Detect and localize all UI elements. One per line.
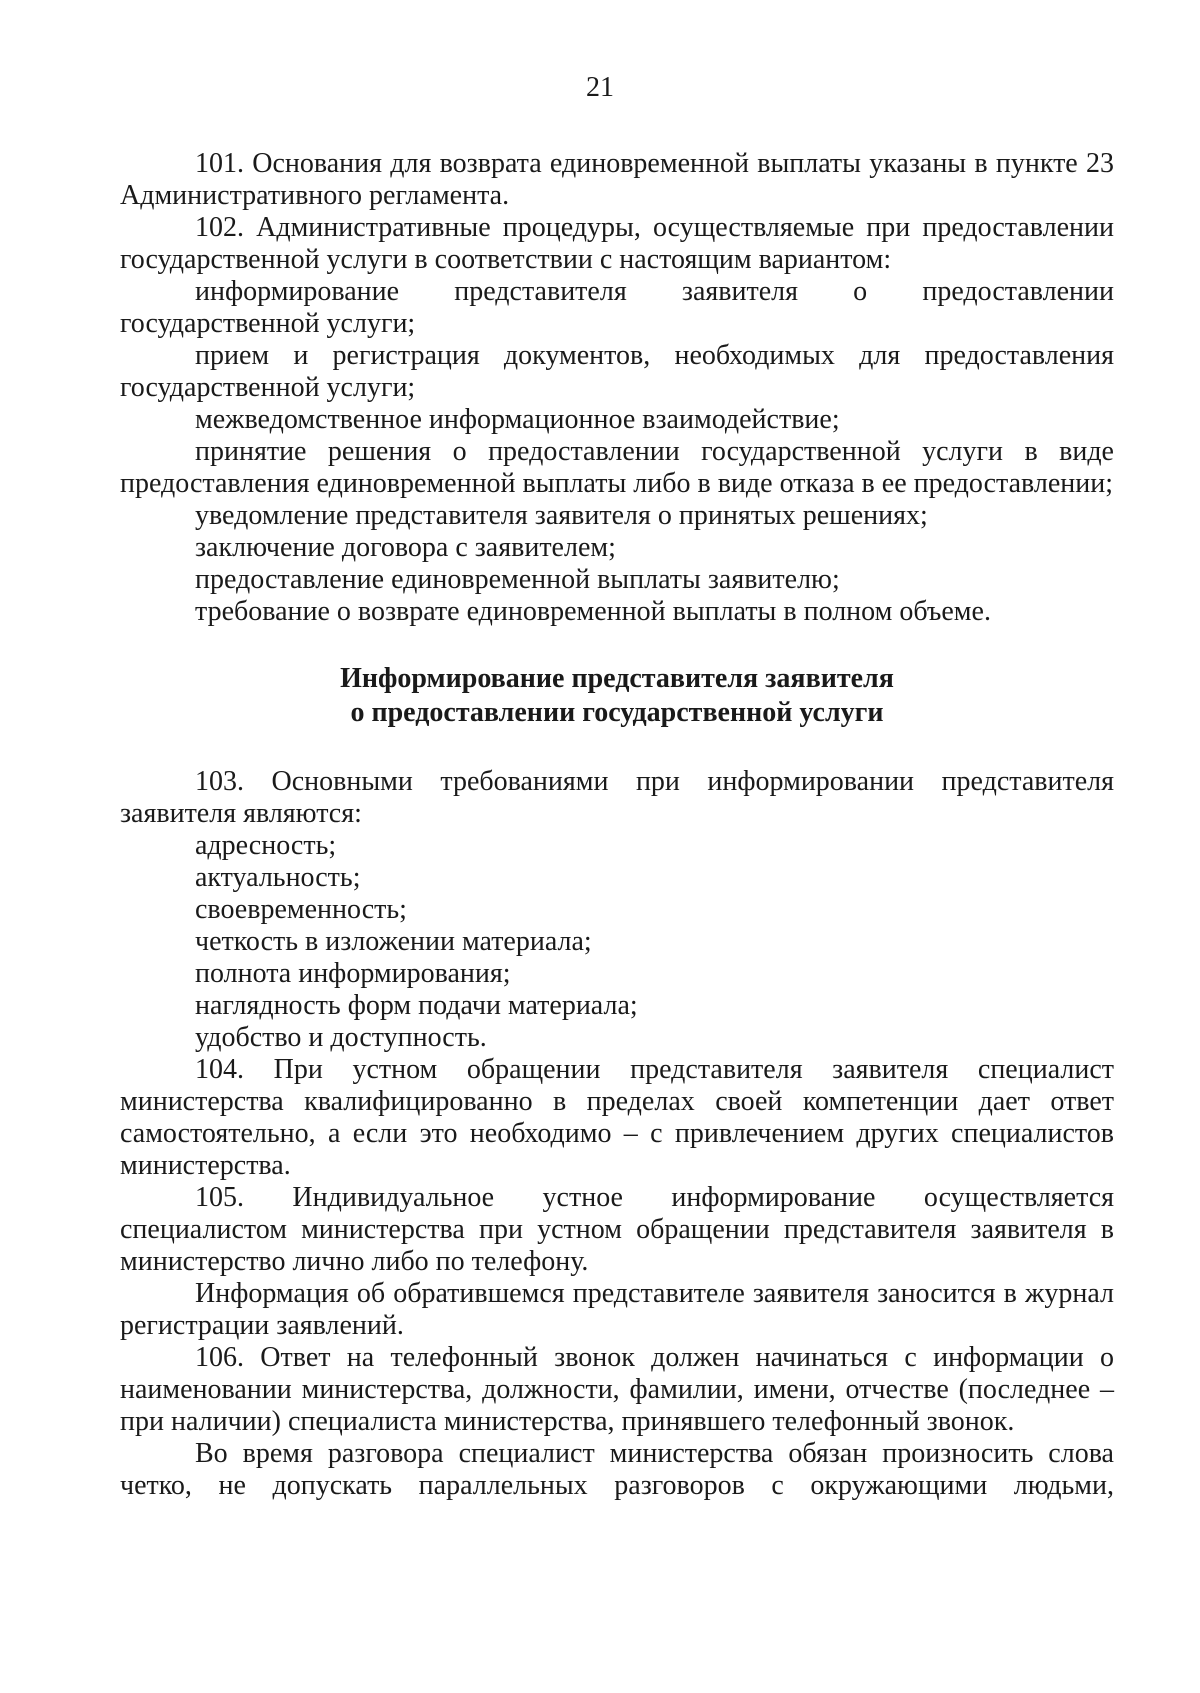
paragraph-105: 105. Индивидуальное устное информирование осуществляется специалистом министерства при устном обращении представителя заявителя в министерство лично либо по телефону.	[120, 1182, 1114, 1277]
procedure-item: прием и регистрация документов, необходимых для предоставления государственной услуги;	[120, 340, 1114, 403]
page-number: 21	[586, 72, 614, 103]
section-heading-line-2: о предоставлении государственной услуги	[350, 697, 884, 728]
requirement-item: адресность;	[195, 830, 337, 861]
section-heading-line-1: Информирование представителя заявителя	[340, 663, 894, 694]
document-body	[120, 148, 1114, 1502]
procedure-item: информирование представителя заявителя о предоставлении государственной услуги;	[120, 276, 1114, 339]
requirement-item: полнота информирования;	[195, 958, 511, 989]
requirement-item: удобство и доступность.	[195, 1022, 487, 1053]
paragraph-103: 103. Основными требованиями при информировании представителя заявителя являются:	[120, 766, 1114, 829]
paragraph-104: 104. При устном обращении представителя заявителя специалист министерства квалифицированно в пределах своей компетенции дает ответ самостоятельно, а если это необходимо – с привлечением других специалистов министерства.	[120, 1054, 1114, 1181]
requirement-item: наглядность форм подачи материала;	[195, 990, 638, 1021]
paragraph-102: 102. Административные процедуры, осуществляемые при предоставлении государственной услуги в соответствии с настоящим вариантом:	[120, 212, 1114, 275]
procedure-item: уведомление представителя заявителя о принятых решениях;	[195, 500, 928, 531]
requirement-item: актуальность;	[195, 862, 361, 893]
paragraph-106-continued: Во время разговора специалист министерства обязан произносить слова четко, не допускать параллельных разговоров с окружающими людьми,	[120, 1438, 1114, 1501]
procedure-item: предоставление единовременной выплаты заявителю;	[195, 564, 840, 595]
procedure-item: принятие решения о предоставлении государственной услуги в виде предоставления единовременной выплаты либо в виде отказа в ее предоставлении;	[120, 436, 1114, 499]
requirement-item: своевременность;	[195, 894, 407, 925]
paragraph-106: 106. Ответ на телефонный звонок должен начинаться с информации о наименовании министерства, должности, фамилии, имени, отчестве (последнее – при наличии) специалиста министерства, принявшего телефонный звонок.	[120, 1342, 1114, 1437]
requirement-item: четкость в изложении материала;	[195, 926, 592, 957]
paragraph-105-continued: Информация об обратившемся представителе заявителя заносится в журнал регистрации заявлений.	[120, 1278, 1114, 1341]
paragraph-101: 101. Основания для возврата единовременной выплаты указаны в пункте 23 Административного регламента.	[120, 148, 1114, 211]
procedure-item: требование о возврате единовременной выплаты в полном объеме.	[195, 596, 991, 627]
section-heading	[120, 662, 1114, 730]
procedure-item: межведомственное информационное взаимодействие;	[195, 404, 840, 435]
procedure-item: заключение договора с заявителем;	[195, 532, 616, 563]
